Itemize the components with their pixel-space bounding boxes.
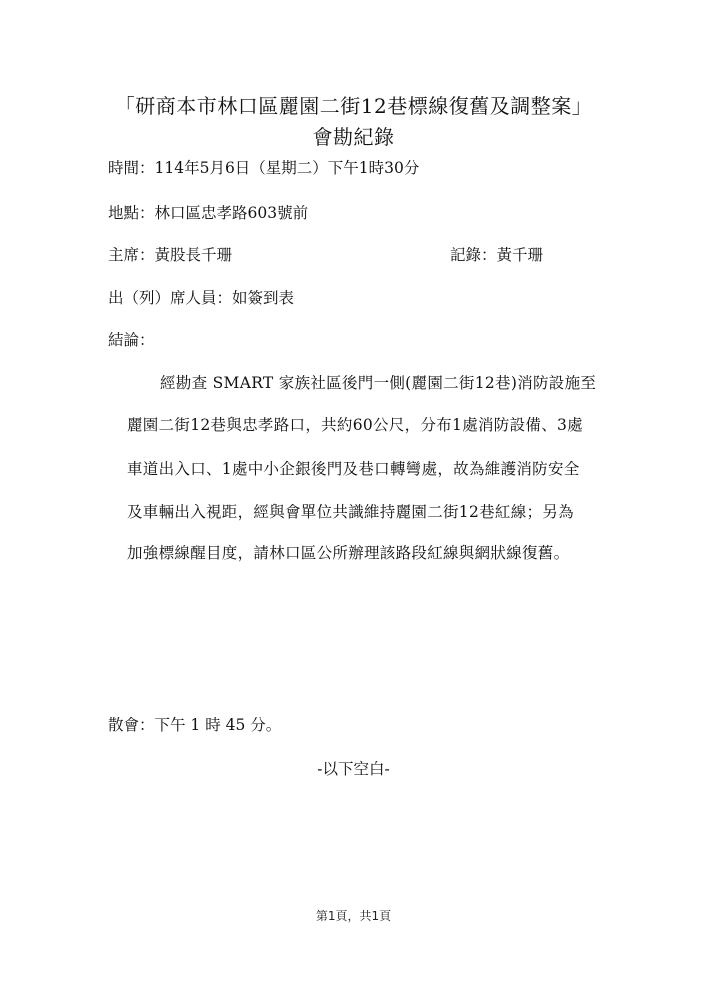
meeting-time: 時間：114年5月6日（星期二）下午1時30分: [108, 159, 420, 177]
blank-note: -以下空白-: [317, 760, 390, 778]
adjourn-time: 散會：下午 1 時 45 分。: [108, 716, 282, 734]
document-title: 「研商本市林口區麗園二街12巷標線復舊及調整案」: [114, 94, 593, 118]
meeting-recorder: 記錄：黃千珊: [450, 246, 544, 264]
meeting-attendees: 出（列）席人員：如簽到表: [108, 289, 295, 307]
document-subtitle: 會勘紀錄: [312, 125, 395, 149]
conclusion-label: 結論：: [108, 331, 155, 349]
conclusion-line: 車道出入口、1處中小企銀後門及巷口轉彎處，故為維護消防安全: [127, 460, 580, 478]
meeting-place: 地點：林口區忠孝路603號前: [108, 204, 309, 222]
meeting-chair: 主席：黃股長千珊: [108, 246, 233, 264]
conclusion-line: 經勘查 SMART 家族社區後門一側(麗園二街12巷)消防設施至: [160, 374, 597, 392]
conclusion-line: 加強標線醒目度，請林口區公所辦理該路段紅線與網狀線復舊。: [127, 544, 570, 562]
conclusion-line: 麗園二街12巷與忠孝路口，共約60公尺，分布1處消防設備、3處: [127, 416, 583, 434]
page-footer: 第1頁，共1頁: [315, 909, 392, 923]
conclusion-line: 及車輛出入視距，經與會單位共識維持麗園二街12巷紅線；另為: [127, 503, 574, 521]
